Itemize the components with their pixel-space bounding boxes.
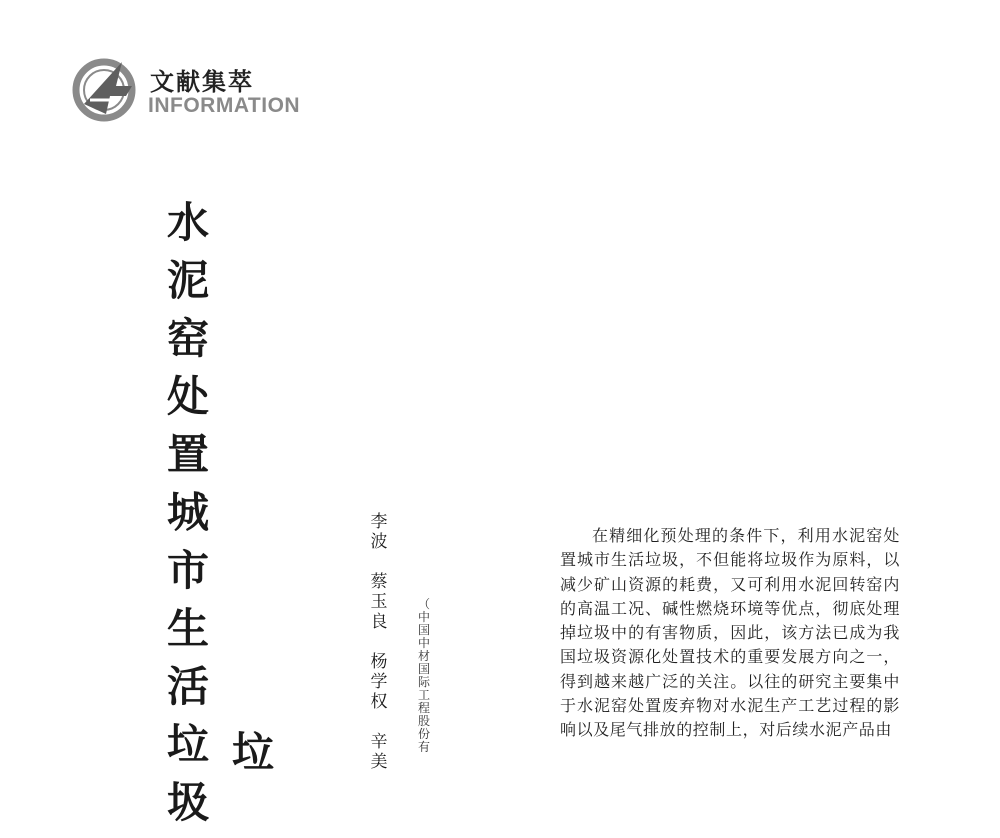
article-title [160, 200, 216, 838]
vertical-char: 窑 [166, 314, 209, 363]
vertical-char: 国 [417, 623, 430, 637]
vertical-char: （ [417, 597, 430, 611]
vertical-char: 水 [166, 198, 209, 247]
vertical-char: 活 [166, 662, 209, 711]
author-name: 辛 美 [370, 732, 388, 772]
vertical-char: 处 [166, 372, 209, 421]
vertical-char: 份 [417, 727, 430, 741]
vertical-char: 垃 [232, 728, 275, 777]
vertical-char: 泥 [166, 256, 209, 305]
vertical-char: 生 [166, 604, 209, 653]
author-list [364, 512, 394, 792]
author-affiliation [416, 598, 432, 754]
vertical-char: 材 [417, 649, 430, 663]
vertical-char: 股 [417, 714, 430, 728]
vertical-char: 圾 [166, 778, 209, 827]
section-title-cn: 文献集萃 [150, 68, 254, 96]
vertical-char: 国 [417, 662, 430, 676]
journal-logo-icon [70, 56, 144, 122]
vertical-char: 垃 [166, 720, 209, 769]
vertical-char: 有 [417, 740, 430, 754]
vertical-char: 市 [166, 546, 209, 595]
article-title-continued [232, 730, 274, 776]
author-name: 蔡 玉 良 [370, 572, 388, 632]
vertical-char: 中 [417, 636, 430, 650]
vertical-char: 际 [417, 675, 430, 689]
author-name: 李 波 [370, 512, 388, 552]
vertical-char: 工 [417, 688, 430, 702]
vertical-char: 程 [417, 701, 430, 715]
vertical-char: 城 [166, 488, 209, 537]
author-name: 杨 学 权 [370, 652, 388, 712]
section-title-en: INFORMATION [148, 94, 301, 117]
vertical-char: 中 [417, 610, 430, 624]
vertical-char: 置 [166, 430, 209, 479]
body-paragraph: 在精细化预处理的条件下，利用水泥窑处置城市生活垃圾，不但能将垃圾作为原料，以减少矿山资源的耗费，又可利用水泥回转窑内的高温工况、碱性燃烧环境等优点，彻底处理掉垃圾中的有害物质，因此，该方法已成为我国垃圾资源化处置技术的重要发展方向之一，得到越来越广泛的关注。以往的研究主要集中于水泥窑处置废弃物对水泥生产工艺过程的影响以及尾气排放的控制上，对后续水泥产品由 [560, 526, 900, 740]
article-body [560, 524, 900, 743]
